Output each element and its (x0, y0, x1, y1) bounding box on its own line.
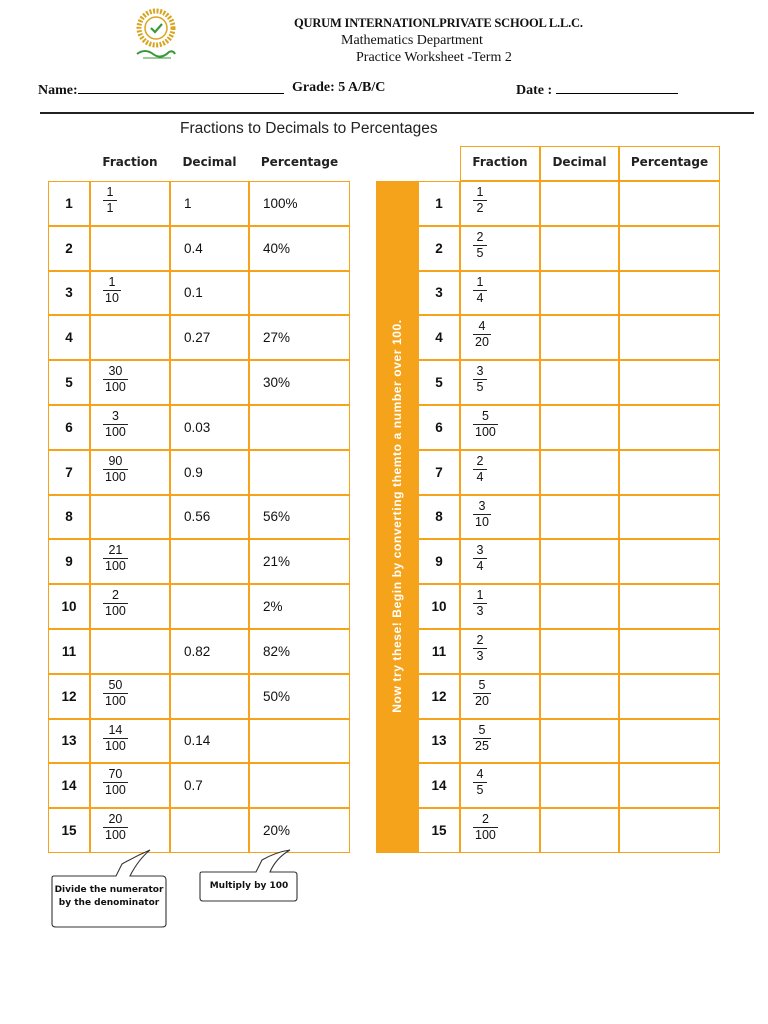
divide-callout-text: Divide the numerator by the denominator (54, 885, 164, 908)
percentage-cell[interactable] (619, 719, 720, 764)
numerator: 90 (108, 453, 123, 468)
percentage-cell: 40% (249, 226, 350, 271)
fraction (473, 365, 487, 394)
row-number: 13 (418, 719, 460, 764)
decimal-cell[interactable] (540, 674, 619, 719)
denominator: 100 (105, 828, 126, 843)
fraction (103, 768, 128, 797)
fraction (103, 455, 128, 484)
decimal-cell[interactable] (170, 808, 249, 853)
percentage-cell[interactable] (619, 584, 720, 629)
denominator: 100 (105, 559, 126, 574)
numerator: 2 (476, 453, 484, 468)
fraction-cell (460, 808, 540, 853)
numerator: 5 (481, 409, 489, 423)
fraction-cell (460, 226, 540, 271)
decimal-cell[interactable] (540, 584, 619, 629)
fraction (473, 544, 487, 573)
percentage-cell[interactable] (249, 719, 350, 764)
fraction (473, 724, 491, 753)
percentage-cell: 27% (249, 315, 350, 360)
fraction (103, 813, 128, 842)
decimal-cell[interactable] (540, 450, 619, 495)
denominator: 100 (475, 425, 496, 439)
denominator: 5 (476, 783, 484, 798)
fraction (473, 500, 491, 529)
column-header-decimal: Decimal (552, 155, 607, 169)
fraction-cell[interactable] (90, 226, 170, 271)
percentage-cell[interactable] (249, 405, 350, 450)
numerator: 1 (476, 274, 484, 289)
numerator: 2 (476, 633, 484, 647)
denominator: 25 (475, 738, 489, 753)
decimal-cell: 0.7 (170, 763, 249, 808)
fraction (473, 186, 487, 215)
row-number: 4 (48, 315, 90, 360)
percentage-cell: 100% (249, 181, 350, 226)
fraction (473, 276, 487, 305)
row-number: 12 (418, 674, 460, 719)
denominator: 4 (476, 290, 484, 305)
fraction-cell (460, 271, 540, 316)
row-number: 10 (418, 584, 460, 629)
fraction (473, 768, 487, 797)
numerator: 3 (476, 364, 484, 379)
row-number: 2 (418, 226, 460, 271)
row-number: 9 (48, 539, 90, 584)
row-number: 9 (418, 539, 460, 584)
decimal-cell[interactable] (540, 226, 619, 271)
fraction-cell (460, 360, 540, 405)
row-number: 11 (48, 629, 90, 674)
numerator: 2 (111, 588, 119, 603)
fraction-cell (90, 181, 170, 226)
side-banner-text: Now try these! Begin by converting themto a number over 100. (390, 319, 404, 713)
denominator: 100 (105, 425, 126, 439)
decimal-cell[interactable] (170, 584, 249, 629)
percentage-cell[interactable] (619, 226, 720, 271)
row-number: 12 (48, 674, 90, 719)
fraction-cell (460, 629, 540, 674)
numerator: 1 (106, 185, 114, 199)
percentage-cell[interactable] (619, 450, 720, 495)
row-number: 10 (48, 584, 90, 629)
denominator: 100 (475, 828, 496, 843)
percentage-cell[interactable] (619, 808, 720, 853)
name-label: Name: (38, 83, 78, 98)
percentage-cell: 82% (249, 629, 350, 674)
fraction-cell (460, 539, 540, 584)
fraction-cell (460, 450, 540, 495)
fraction-cell (90, 674, 170, 719)
date-field[interactable] (516, 80, 678, 99)
numerator: 2 (476, 229, 484, 244)
numerator: 30 (108, 364, 123, 379)
fraction-cell (460, 495, 540, 540)
percentage-cell[interactable] (249, 271, 350, 316)
row-number: 14 (48, 763, 90, 808)
percentage-cell[interactable] (249, 450, 350, 495)
fraction (473, 589, 487, 618)
percentage-cell: 30% (249, 360, 350, 405)
row-number: 15 (418, 808, 460, 853)
row-number: 2 (48, 226, 90, 271)
decimal-cell[interactable] (170, 674, 249, 719)
numerator: 3 (111, 409, 119, 423)
fraction (473, 813, 498, 842)
fraction-cell (90, 763, 170, 808)
decimal-cell[interactable] (540, 495, 619, 540)
numerator: 1 (476, 185, 484, 199)
decimal-cell[interactable] (540, 405, 619, 450)
decimal-cell: 0.4 (170, 226, 249, 271)
numerator: 1 (108, 274, 116, 289)
denominator: 5 (476, 245, 484, 260)
numerator: 21 (108, 543, 123, 558)
fraction (103, 365, 128, 394)
decimal-cell: 0.9 (170, 450, 249, 495)
name-blank[interactable] (78, 80, 284, 94)
decimal-cell[interactable] (540, 539, 619, 584)
decimal-cell[interactable] (540, 360, 619, 405)
row-number: 1 (418, 181, 460, 226)
denominator: 1 (106, 201, 114, 215)
decimal-cell: 0.03 (170, 405, 249, 450)
fraction (473, 231, 487, 260)
numerator: 4 (478, 319, 486, 334)
fraction-cell[interactable] (90, 315, 170, 360)
percentage-cell[interactable] (619, 629, 720, 674)
multiply-callout-text: Multiply by 100 (209, 881, 289, 891)
row-number: 4 (418, 315, 460, 360)
decimal-cell: 0.56 (170, 495, 249, 540)
fraction-cell (90, 539, 170, 584)
decimal-cell[interactable] (540, 315, 619, 360)
decimal-cell: 1 (170, 181, 249, 226)
row-number: 7 (418, 450, 460, 495)
percentage-cell[interactable] (619, 539, 720, 584)
decimal-cell[interactable] (540, 629, 619, 674)
column-header-percentage: Percentage (630, 155, 709, 169)
percentage-cell: 2% (249, 584, 350, 629)
decimal-cell[interactable] (540, 271, 619, 316)
row-number: 3 (48, 271, 90, 316)
numerator: 5 (478, 722, 486, 737)
fraction-cell (460, 674, 540, 719)
multiply-callout-bubble (196, 848, 300, 904)
column-header-percentage: Percentage (260, 155, 339, 169)
fraction-cell (460, 763, 540, 808)
numerator: 70 (108, 767, 123, 782)
denominator: 20 (475, 335, 489, 350)
numerator: 3 (476, 543, 484, 558)
decimal-cell[interactable] (540, 719, 619, 764)
percentage-cell[interactable] (249, 763, 350, 808)
percentage-cell: 56% (249, 495, 350, 540)
denominator: 3 (476, 604, 484, 619)
decimal-cell[interactable] (540, 763, 619, 808)
row-number: 6 (48, 405, 90, 450)
row-number: 5 (48, 360, 90, 405)
fraction (103, 679, 128, 708)
decimal-cell[interactable] (170, 360, 249, 405)
numerator: 20 (108, 812, 123, 827)
fraction-cell (90, 450, 170, 495)
fraction (103, 276, 121, 305)
row-number: 8 (418, 495, 460, 540)
fraction-cell (460, 405, 540, 450)
fraction (473, 634, 487, 663)
numerator: 50 (108, 677, 123, 692)
percentage-cell[interactable] (619, 271, 720, 316)
fraction (473, 320, 491, 349)
decimal-cell: 0.82 (170, 629, 249, 674)
denominator: 4 (476, 559, 484, 574)
fraction-cell (460, 181, 540, 226)
decimal-cell[interactable] (170, 539, 249, 584)
percentage-cell: 21% (249, 539, 350, 584)
denominator: 10 (475, 514, 489, 529)
fraction (473, 410, 498, 439)
denominator: 100 (105, 783, 126, 798)
fraction-cell (90, 405, 170, 450)
denominator: 100 (105, 604, 126, 619)
percentage-cell[interactable] (619, 763, 720, 808)
denominator: 100 (105, 693, 126, 708)
percentage-cell: 50% (249, 674, 350, 719)
denominator: 100 (105, 380, 126, 395)
denominator: 10 (105, 290, 119, 305)
row-number: 11 (418, 629, 460, 674)
percentage-cell[interactable] (619, 495, 720, 540)
fraction (103, 724, 128, 753)
worksheet-heading: Fractions to Decimals to Percentages (180, 120, 438, 137)
numerator: 2 (481, 812, 489, 827)
row-number: 7 (48, 450, 90, 495)
row-number: 3 (418, 271, 460, 316)
percentage-cell[interactable] (619, 360, 720, 405)
fraction (103, 589, 128, 618)
column-header-fraction: Fraction (472, 155, 528, 169)
decimal-cell: 0.1 (170, 271, 249, 316)
date-blank[interactable] (556, 80, 678, 94)
numerator: 14 (108, 722, 123, 737)
numerator: 5 (478, 677, 486, 692)
fraction (473, 455, 487, 484)
name-field[interactable] (38, 80, 284, 99)
row-number: 6 (418, 405, 460, 450)
denominator: 4 (476, 469, 484, 484)
department-name: Mathematics Department (341, 33, 483, 48)
row-number: 8 (48, 495, 90, 540)
fraction-cell (460, 315, 540, 360)
fraction (103, 544, 128, 573)
decimal-cell: 0.14 (170, 719, 249, 764)
percentage-cell[interactable] (619, 315, 720, 360)
row-number: 5 (418, 360, 460, 405)
fraction-cell (90, 719, 170, 764)
numerator: 3 (478, 498, 486, 513)
row-number: 14 (418, 763, 460, 808)
fraction (103, 186, 117, 215)
decimal-cell[interactable] (540, 808, 619, 853)
denominator: 100 (105, 738, 126, 753)
percentage-cell: 20% (249, 808, 350, 853)
fraction (473, 679, 491, 708)
school-logo (133, 8, 179, 60)
school-name: QURUM INTERNATIONLPRIVATE SCHOOL L.L.C. (294, 16, 583, 30)
percentage-cell[interactable] (619, 405, 720, 450)
fraction-cell (90, 584, 170, 629)
fraction-cell (90, 808, 170, 853)
denominator: 20 (475, 693, 489, 708)
fraction-cell[interactable] (90, 495, 170, 540)
header-divider (40, 112, 754, 114)
percentage-cell[interactable] (619, 181, 720, 226)
worksheet-title: Practice Worksheet -Term 2 (356, 50, 512, 65)
fraction-cell (460, 719, 540, 764)
date-label: Date : (516, 83, 553, 98)
row-number: 15 (48, 808, 90, 853)
numerator: 1 (476, 588, 484, 603)
denominator: 2 (476, 201, 484, 215)
grade-label: Grade: 5 A/B/C (292, 80, 386, 95)
row-number: 1 (48, 181, 90, 226)
denominator: 100 (105, 469, 126, 484)
fraction-cell (90, 360, 170, 405)
percentage-cell[interactable] (619, 674, 720, 719)
fraction-cell (90, 271, 170, 316)
row-number: 13 (48, 719, 90, 764)
fraction-cell[interactable] (90, 629, 170, 674)
column-header-decimal: Decimal (182, 155, 237, 169)
denominator: 5 (476, 380, 484, 395)
numerator: 4 (476, 767, 484, 782)
denominator: 3 (476, 649, 484, 663)
fraction-cell (460, 584, 540, 629)
column-header-fraction: Fraction (102, 155, 158, 169)
decimal-cell: 0.27 (170, 315, 249, 360)
decimal-cell[interactable] (540, 181, 619, 226)
fraction (103, 410, 128, 439)
